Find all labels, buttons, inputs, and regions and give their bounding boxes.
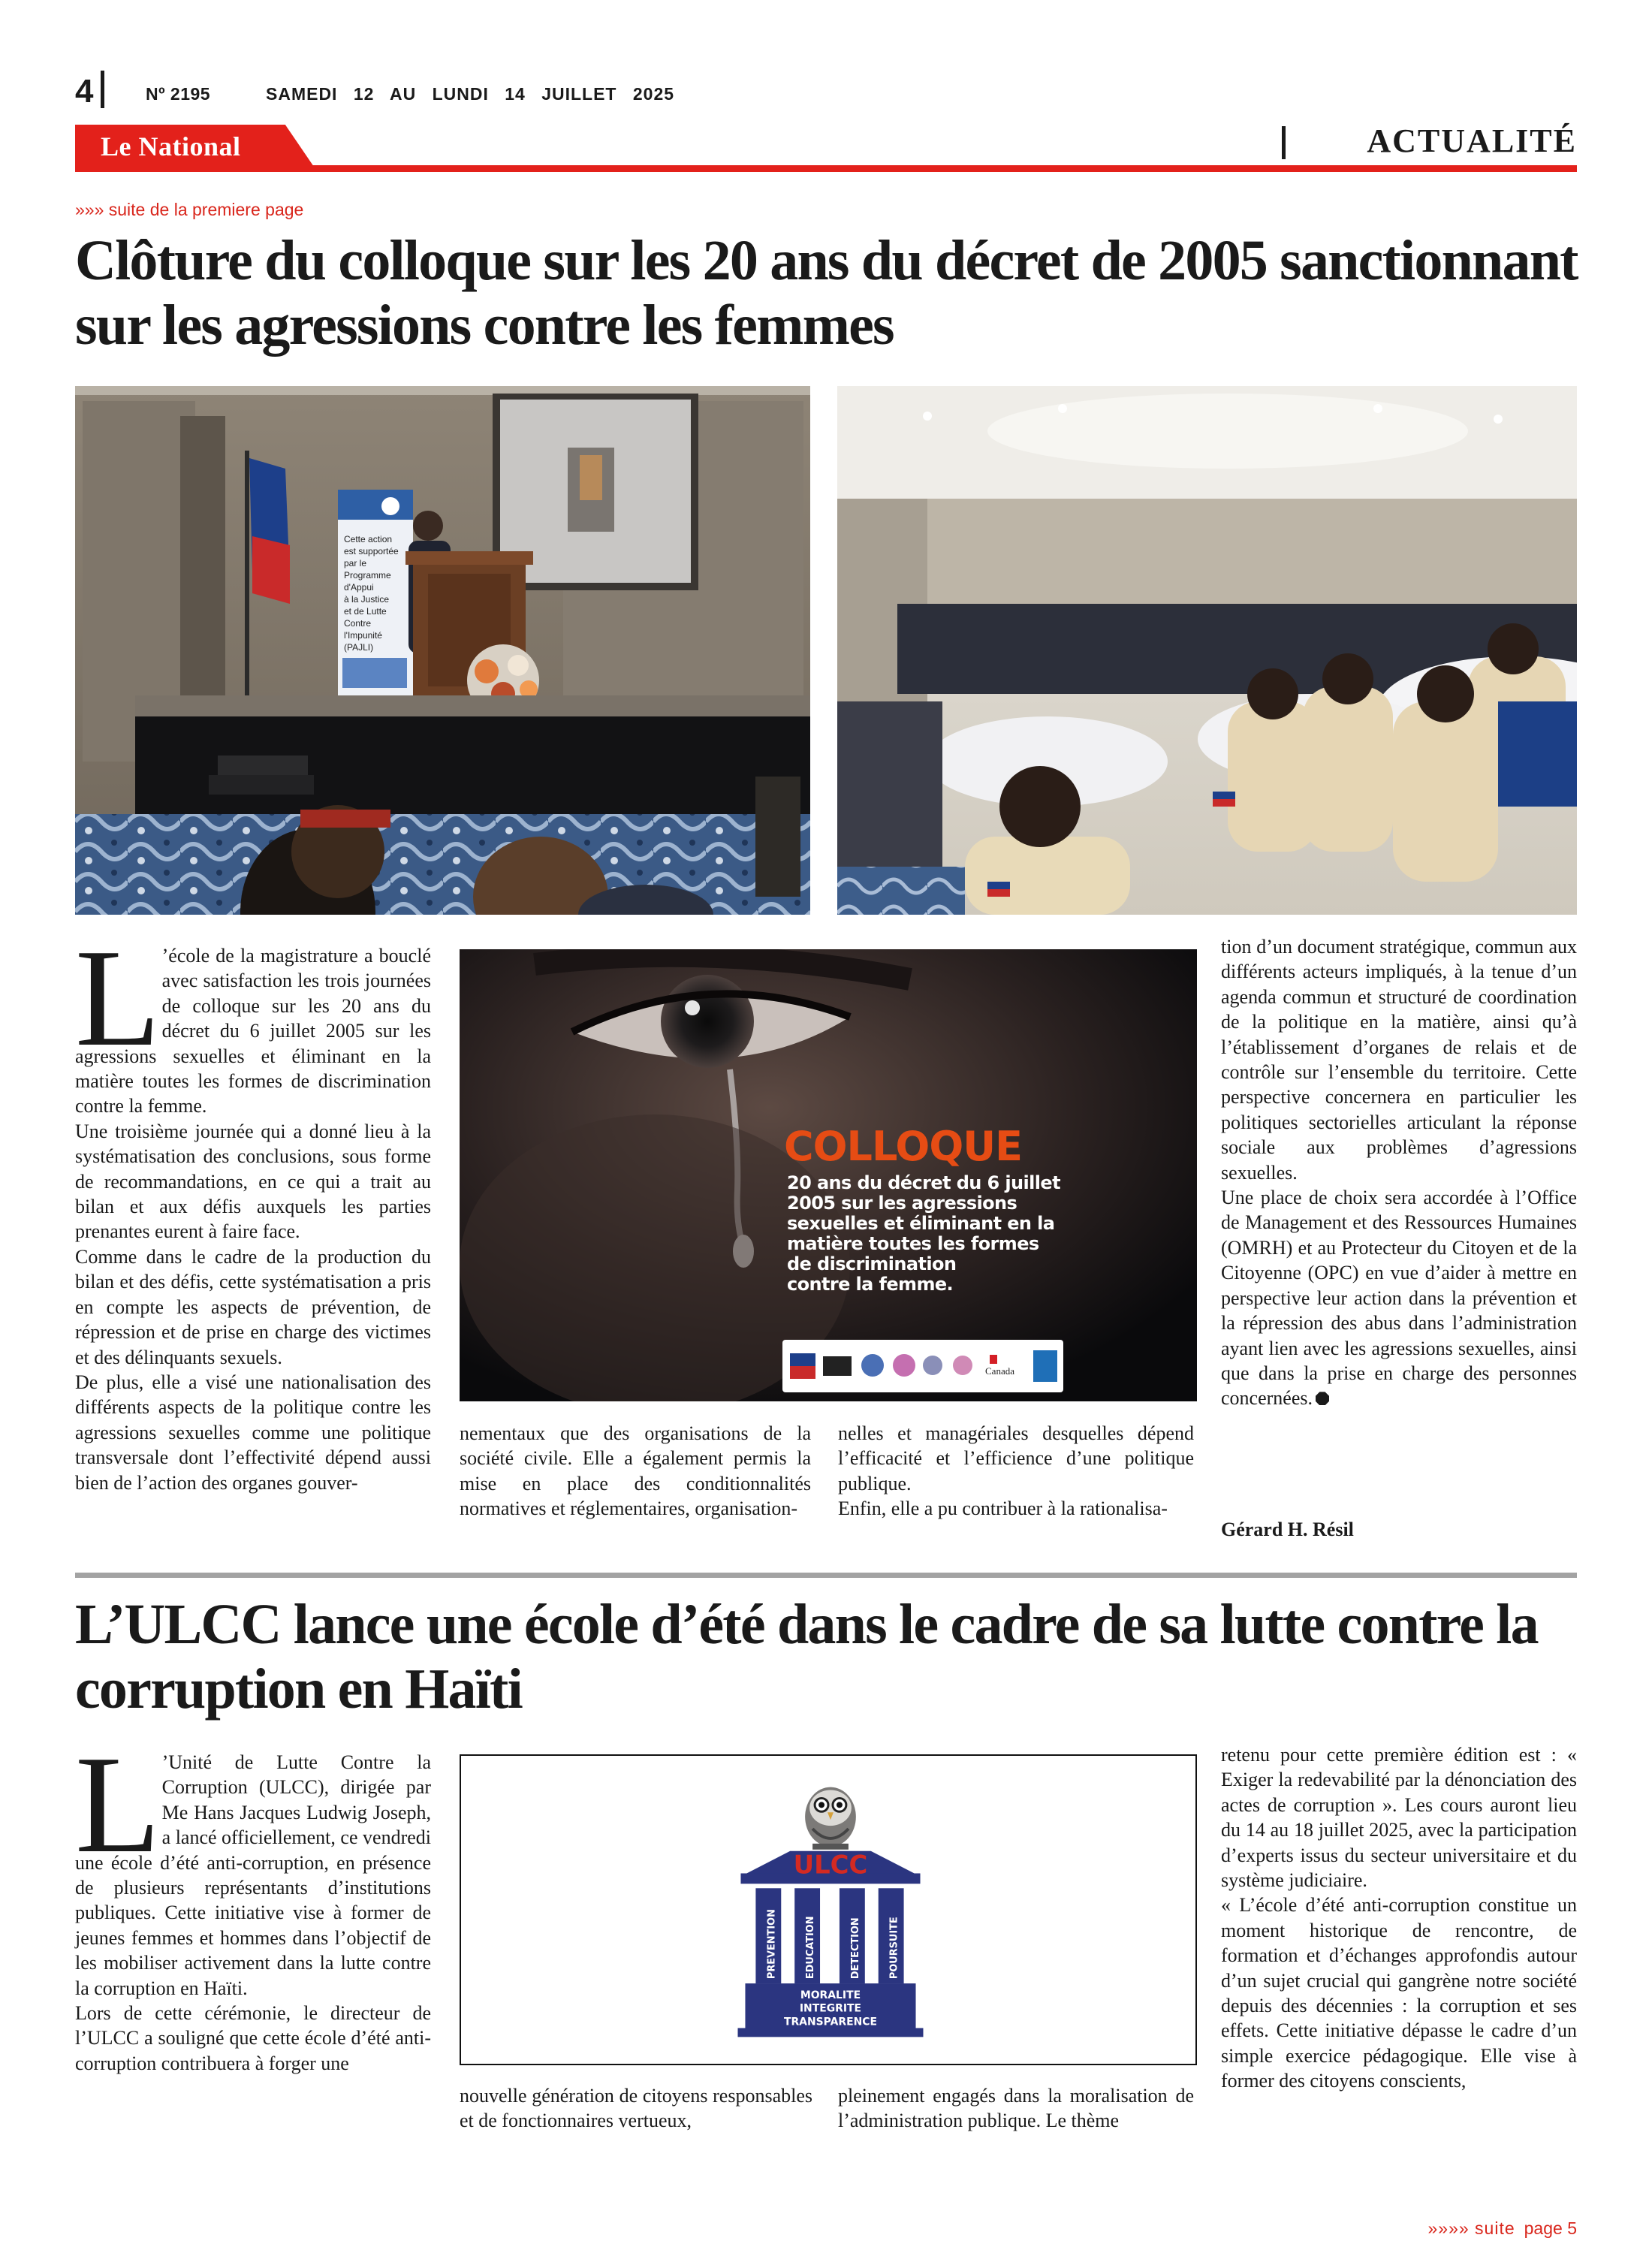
header-rule	[75, 165, 1577, 172]
article2-column-2	[460, 2083, 812, 2134]
article1-paragraph: Enfin, elle a pu contribuer à la rationalisa-	[838, 1497, 1168, 1520]
issue-date: SAMEDI 12 AU LUNDI 14 JUILLET 2025	[266, 84, 675, 104]
article1-headline: Clôture du colloque sur les 20 ans du décret de 2005 sanctionnant sur les agressions contre les femmes	[75, 229, 1578, 357]
ulcc-pillar-label: EDUCATION	[805, 1916, 817, 1980]
ulcc-pillar-label: POURSUITE	[888, 1917, 900, 1980]
ulcc-logo-acronym: ULCC	[793, 1850, 868, 1880]
article1-paragraph: Une troisième journée qui a donné lieu à la systématisation des conclusions, sous forme de recommandations, en ce qui a trait au bilan et aux défis auxquels les parties prenantes eurent à faire face.	[75, 1120, 431, 1243]
article2-paragraph: pleinement engagés dans la moralisation de l’administration publique. Le thème	[838, 2085, 1194, 2132]
ulcc-pillar-label: PREVENTION	[766, 1909, 778, 1980]
page-number: 4	[75, 73, 94, 110]
ulcc-logo-frame	[460, 1754, 1197, 2065]
continued-page: page 5	[1524, 2218, 1577, 2238]
article1-column-4	[1221, 934, 1577, 1411]
issue-number: Nº 2195	[146, 84, 211, 104]
colloque-poster	[460, 949, 1197, 1401]
article1-dropcap: L	[75, 921, 161, 1075]
article1-paragraph: Comme dans le cadre de la production du bilan et des défis, cette systématisation a pris en compte les aspects de prévention, de répression et de prise en charge des victimes et des délinquants sexuels.	[75, 1245, 431, 1368]
svg-text:par le: par le	[344, 558, 367, 569]
article1-column-3	[838, 1421, 1194, 1522]
end-of-article-mark	[1316, 1392, 1329, 1405]
photo-conference-audience	[837, 386, 1577, 915]
article1-column-2	[460, 1421, 811, 1522]
article2-paragraph: ’Unité de Lutte Contre la Corruption (ULCC), dirigée par Me Hans Jacques Ludwig Joseph, a lancé officiellement, ce vendredi une école d’été anti-corruption, en présence de plusieurs représentants d’institutions publiques. Cette initiative vise à former de jeunes femmes et hommes dans l’objectif de les mobiliser activement dans la lutte contre la corruption en Haïti.	[75, 1751, 431, 1999]
section-divider	[1282, 126, 1286, 159]
svg-text:Programme: Programme	[344, 570, 391, 581]
article2-headline: L’ULCC lance une école d’été dans le cadre de sa lutte contre la corruption en Haïti	[75, 1593, 1538, 1721]
svg-text:(PAJLI): (PAJLI)	[344, 642, 374, 653]
svg-text:à la Justice: à la Justice	[344, 594, 390, 605]
article1-paragraph: nementaux que des organisations de la société civile. Elle a également permis la mise en place des conditionnalités normatives et réglementaires, organisation-	[460, 1422, 811, 1520]
article1-column-1	[75, 921, 431, 1495]
svg-text:Cette action: Cette action	[344, 534, 393, 544]
article1-paragraph: nelles et managériales desquelles dépend l’efficacité et l’efficience d’une politique publique.	[838, 1422, 1194, 1494]
photo-speaker-podium	[75, 386, 810, 915]
page-number-divider	[101, 71, 104, 108]
article2-paragraph: « L’école d’été anti-corruption constitue un moment historique de rencontre, de formation et d’échanges approfondis autour d’un sujet crucial qui gangrène notre société depuis des décennies : la corruption et ses effets. Cette initiative dépasse le cadre d’un simple exercice pédagogique. Elle vise à former des citoyens conscients,	[1221, 1894, 1577, 2092]
newspaper-name: Le National	[101, 131, 241, 161]
ulcc-base-label: INTEGRITE	[799, 2002, 862, 2015]
svg-text:Contre: Contre	[344, 618, 372, 629]
article1-paragraph: De plus, elle a visé une nationalisation des différents aspects de la politique contre les agressions sexuelles comme une politique transversale dont l’effectivité dépend aussi bien de l’action des organes gouver-	[75, 1371, 431, 1494]
article2-column-1	[75, 1727, 431, 2076]
poster-subtitle: 20 ans du décret du 6 juillet 2005 sur les agressions sexuelles et éliminant en la matière toutes les formes de discrimination contre la femme.	[787, 1172, 1060, 1295]
continued-label: »»»» suite	[1427, 2218, 1515, 2238]
ulcc-base-label: MORALITE	[800, 1989, 861, 2001]
svg-text:et de Lutte: et de Lutte	[344, 606, 387, 617]
article2-paragraph: nouvelle génération de citoyens responsables et de fonctionnaires vertueux,	[460, 2085, 812, 2132]
ulcc-pillar-label: DETECTION	[849, 1917, 861, 1980]
ulcc-base-label: TRANSPARENCE	[783, 2016, 878, 2028]
poster-logo-label: Canada	[985, 1365, 1014, 1377]
section-title: ACTUALITÉ	[1367, 122, 1577, 159]
article1-closing-text: Une place de choix sera accordée à l’Office de Management et des Ressources Humaines (OMRH) et au Protecteur du Citoyen et de la Citoyenne (OPC) en vue d’aider à mettre en perspective leur action dans la prévention et la répression des abus dans l’administration ayant lien avec les agressions sexuelles, ainsi que dans la prise en charge des personnes concernées.	[1221, 1187, 1577, 1410]
article2-dropcap: L	[75, 1727, 161, 1882]
continued-on-link[interactable]	[1428, 2218, 1578, 2239]
svg-text:l'Impunité: l'Impunité	[344, 630, 382, 641]
article2-paragraph: Lors de cette cérémonie, le directeur de l’ULCC a souligné que cette école d’été anti-corruption contribuera à forger une	[75, 2002, 431, 2074]
poster-title: COLLOQUE	[784, 1123, 1022, 1170]
article2-column-3	[838, 2083, 1194, 2134]
svg-text:est supportée: est supportée	[344, 546, 399, 556]
article1-paragraph	[1221, 1185, 1577, 1411]
svg-text:d'Appui: d'Appui	[344, 582, 374, 593]
article2-paragraph: retenu pour cette première édition est : « Exiger la redevabilité par la dénonciation des actes de corruption ». Les cours auront lieu du 14 au 18 juillet 2025, avec la participation d’experts issus du secteur universitaire et du système judiciaire.	[1221, 1744, 1577, 1892]
article2-column-4	[1221, 1742, 1577, 2094]
article1-paragraph: ’école de la magistrature a bouclé avec satisfaction les trois journées de colloque sur les 20 ans du décret du 6 juillet 2005 sur les agressions sexuelles et éliminant en la matière toutes les formes de discrimination contre la femme.	[75, 945, 431, 1117]
continued-from-kicker: »»» suite de la premiere page	[75, 200, 304, 219]
poster-partner-logos	[782, 1340, 1063, 1392]
article1-paragraph: tion d’un document stratégique, commun aux différents acteurs impliqués, à la tenue d’un agenda commun et structuré de coordination de la politique en la matière, ainsi qu’à l’établissement d’organes de relais et de contrôle sur l’ensemble du territoire. Cette perspective concernera en particulier les politiques sectorielles articulant la réponse sociale aux problèmes d’agressions sexuelles.	[1221, 936, 1577, 1184]
article-divider	[75, 1573, 1577, 1578]
article1-author: Gérard H. Résil	[1221, 1519, 1354, 1540]
